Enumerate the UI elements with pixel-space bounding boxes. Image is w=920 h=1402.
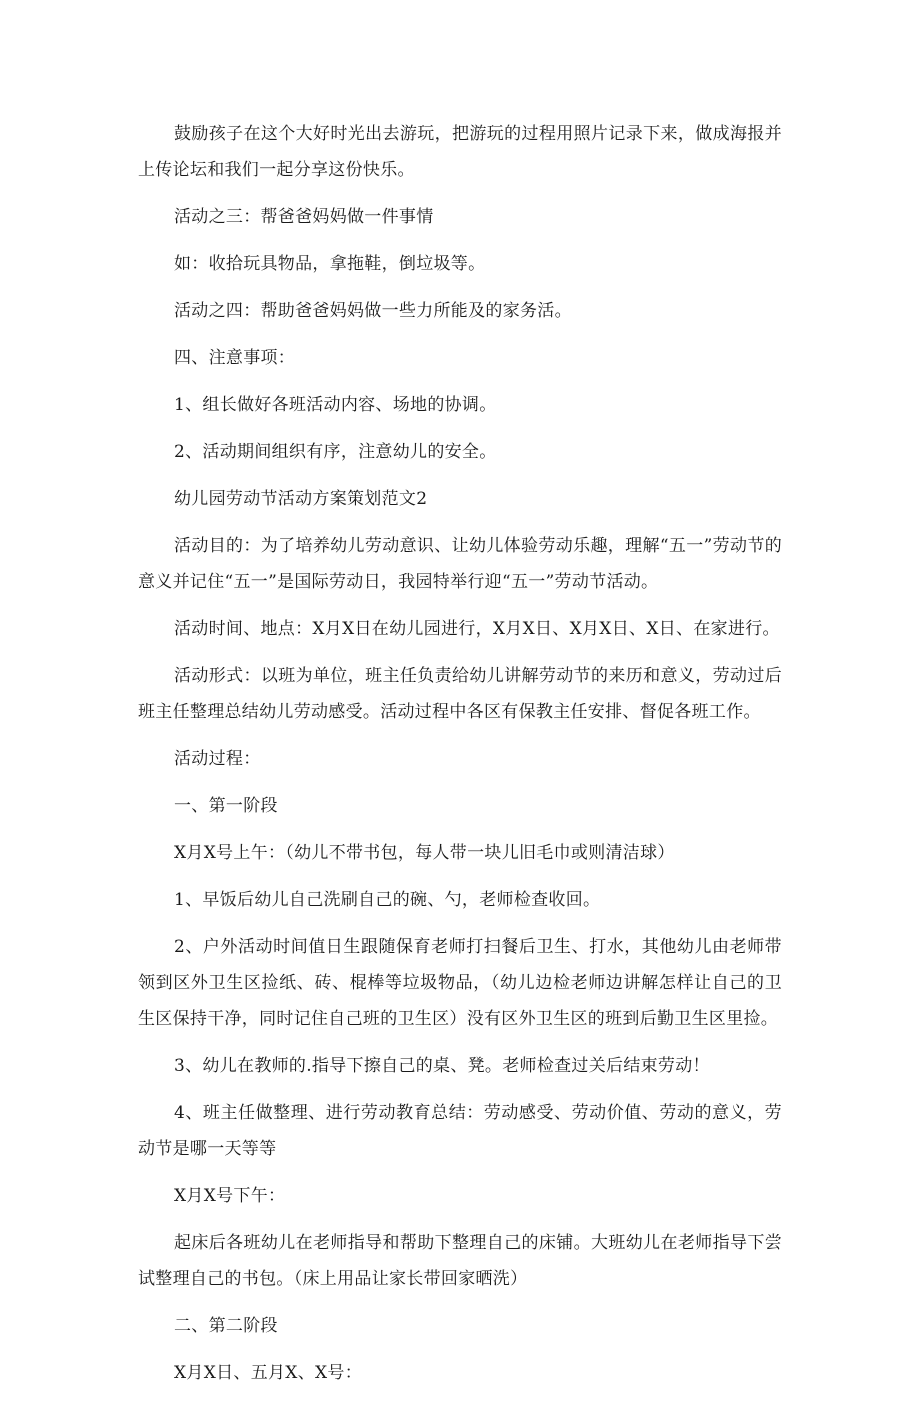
paragraph-step-3: 3、幼儿在教师的.指导下擦自己的桌、凳。老师检查过关后结束劳动！	[174, 1056, 710, 1076]
paragraph-activity-three-example: 如：收拾玩具物品，拿拖鞋，倒垃圾等。	[174, 254, 486, 274]
document-body	[138, 116, 782, 1402]
paragraph-note-2: 2、活动期间组织有序，注意幼儿的安全。	[174, 442, 497, 462]
paragraph-morning-schedule: X月X号上午：（幼儿不带书包，每人带一块儿旧毛巾或则清洁球）	[174, 843, 675, 863]
paragraph-activity-purpose: 活动目的：为了培养幼儿劳动意识、让幼儿体验劳动乐趣，理解“五一”劳动节的意义并记住“五一”是国际劳动日，我园特举行迎“五一”劳动节活动。	[138, 536, 782, 592]
section-title-sample-2: 幼儿园劳动节活动方案策划范文2	[174, 489, 428, 509]
paragraph-activity-time-place: 活动时间、地点：X月X日在幼儿园进行，X月X日、X月X日、X日、在家进行。	[174, 619, 780, 639]
paragraph-note-1: 1、组长做好各班活动内容、场地的协调。	[174, 395, 497, 415]
paragraph-activity-format: 活动形式：以班为单位，班主任负责给幼儿讲解劳动节的来历和意义，劳动过后班主任整理总结幼儿劳动感受。活动过程中各区有保教主任安排、督促各班工作。	[138, 666, 782, 722]
paragraph-activity-four: 活动之四：帮助爸爸妈妈做一些力所能及的家务活。	[174, 301, 572, 321]
paragraph-afternoon-task: 起床后各班幼儿在老师指导和帮助下整理自己的床铺。大班幼儿在老师指导下尝试整理自己的书包。（床上用品让家长带回家晒洗）	[138, 1233, 782, 1289]
heading-notes: 四、注意事项：	[174, 348, 296, 368]
paragraph-afternoon-schedule: X月X号下午：	[174, 1186, 286, 1206]
paragraph-step-4: 4、班主任做整理、进行劳动教育总结：劳动感受、劳动价值、劳动的意义，劳动节是哪一天等等	[138, 1103, 782, 1159]
paragraph-encourage-outing: 鼓励孩子在这个大好时光出去游玩，把游玩的过程用照片记录下来，做成海报并上传论坛和我们一起分享这份快乐。	[138, 124, 782, 180]
paragraph-stage-two-dates: X月X日、五月X、X号：	[174, 1363, 363, 1383]
heading-activity-process: 活动过程：	[174, 749, 261, 769]
paragraph-step-2: 2、户外活动时间值日生跟随保育老师打扫餐后卫生、打水，其他幼儿由老师带领到区外卫生区捡纸、砖、棍棒等垃圾物品，（幼儿边检老师边讲解怎样让自己的卫生区保持干净，同时记住自己班的卫生区）没有区外卫生区的班到后勤卫生区里捡。	[138, 937, 782, 1029]
heading-stage-one: 一、第一阶段	[174, 796, 278, 816]
paragraph-step-1: 1、早饭后幼儿自己洗刷自己的碗、勺，老师检查收回。	[174, 890, 601, 910]
heading-stage-two: 二、第二阶段	[174, 1316, 278, 1336]
paragraph-activity-three: 活动之三：帮爸爸妈妈做一件事情	[174, 207, 434, 227]
